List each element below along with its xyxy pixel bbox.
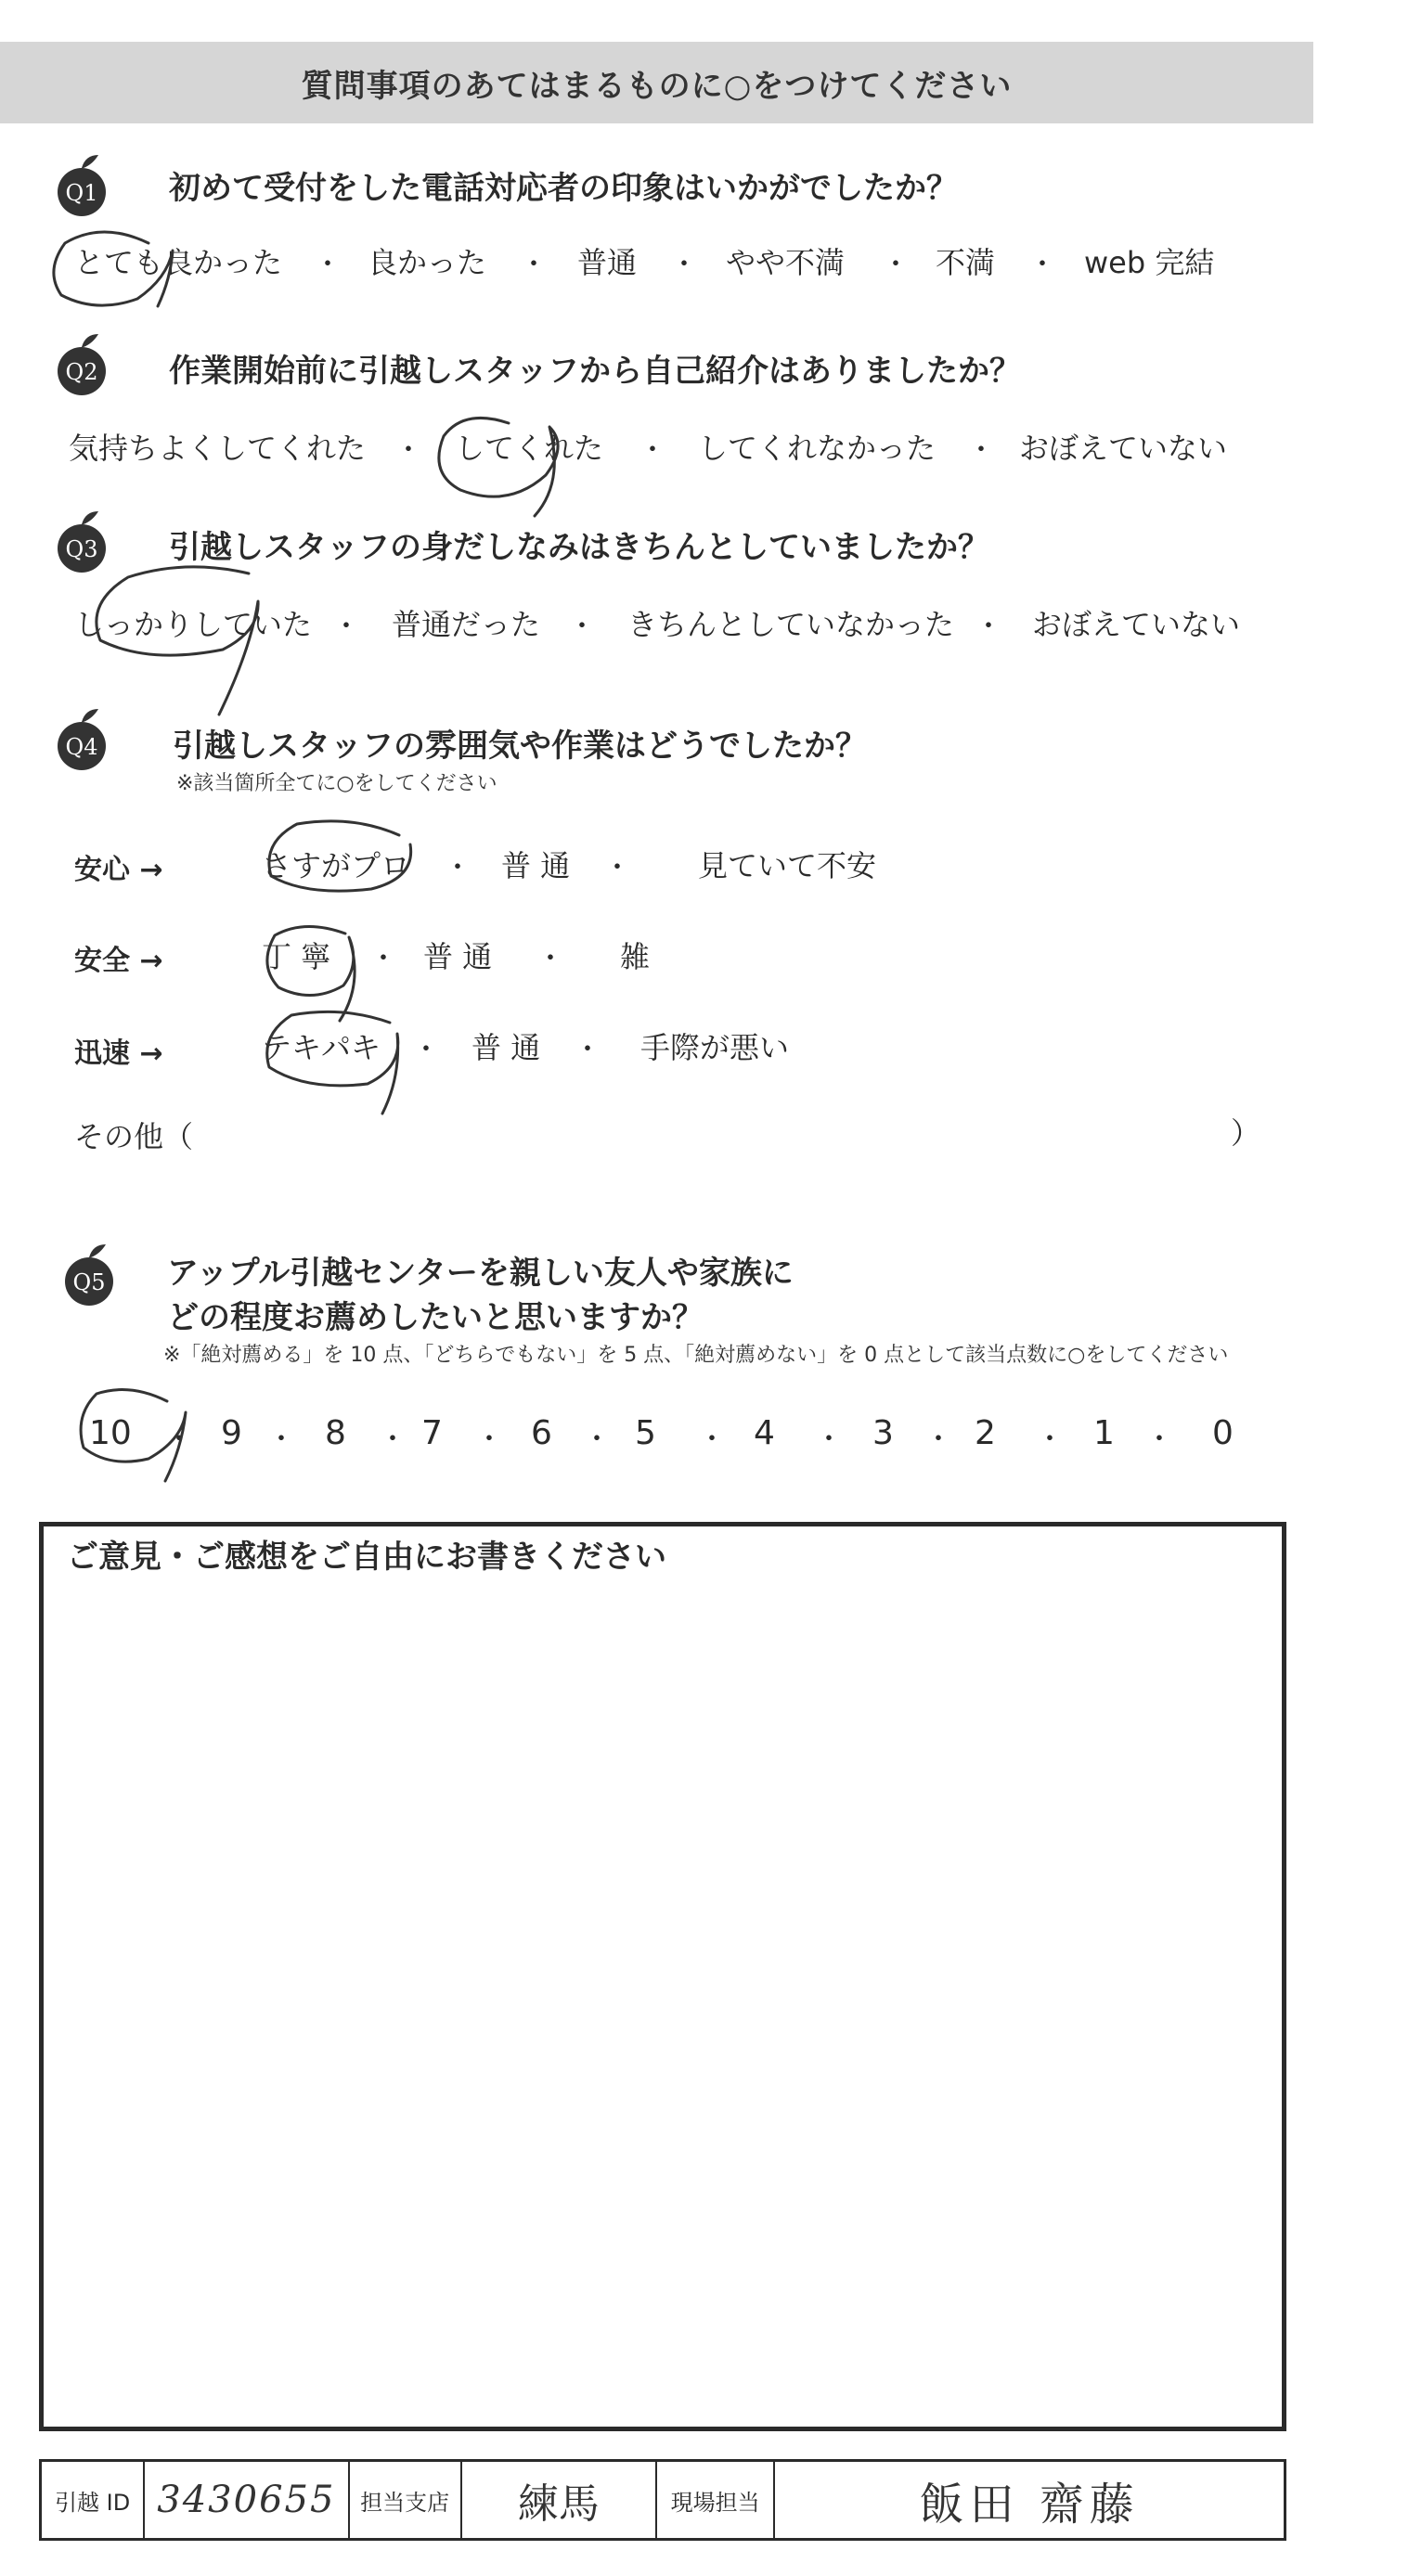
q4-other-close: ） — [1231, 1115, 1261, 1151]
separator: ・ — [975, 611, 1002, 643]
q1-answer-circle — [54, 232, 173, 306]
q1-option-2[interactable]: 良かった — [368, 245, 487, 280]
scale-9[interactable]: 9 — [221, 1414, 242, 1452]
q2-question: 作業開始前に引越しスタッフから自己紹介はありましたか？ — [169, 353, 1021, 390]
q1-option-5[interactable]: 不満 — [936, 245, 996, 280]
q1-option-3[interactable]: 普通 — [577, 245, 638, 280]
q4-anshin-answer-circle — [269, 821, 411, 891]
q5-answer-circle — [81, 1390, 186, 1482]
q2-badge-label: Q2 — [65, 359, 98, 385]
q1-question: 初めて受付をした電話対応者の印象はいかがでしたか？ — [169, 170, 958, 207]
separator: ・ — [394, 434, 422, 467]
separator: ・ — [967, 434, 995, 467]
q3-option-1[interactable]: しっかりしていた — [74, 607, 313, 642]
separator: ・ — [574, 1034, 601, 1066]
separator: ・ — [369, 943, 397, 975]
separator: ・ — [332, 611, 360, 643]
scale-10[interactable]: 10 — [89, 1414, 132, 1452]
separator: ・ — [698, 1423, 726, 1456]
q4-anzen-answer-circle — [267, 926, 355, 1021]
separator: ・ — [379, 1423, 407, 1456]
branch-label: 担当支店 — [350, 2462, 462, 2538]
q4-row-label-anzen: 安全 → — [74, 945, 163, 977]
separator: ・ — [583, 1423, 611, 1456]
separator: ・ — [815, 1423, 843, 1456]
comments-label: ご意見・ご感想をご自由にお書きください — [67, 1539, 666, 1576]
q3-option-3[interactable]: きちんとしていなかった — [627, 607, 955, 642]
q3-option-2[interactable]: 普通だった — [392, 607, 541, 642]
q3-badge-label: Q3 — [65, 536, 98, 562]
q5-note: ※「絶対薦める」を 10 点、「どちらでもない」を 5 点、「絶対薦めない」を 0 点として該当点数に○をしてください — [163, 1344, 1229, 1367]
separator: ・ — [314, 249, 342, 281]
separator: ・ — [1036, 1423, 1064, 1456]
scale-8[interactable]: 8 — [325, 1414, 346, 1452]
q4-anshin-option-2[interactable]: 普 通 — [501, 848, 571, 883]
separator: ・ — [520, 249, 548, 281]
q1-badge-label: Q1 — [65, 180, 98, 206]
scale-5[interactable]: 5 — [635, 1414, 656, 1452]
q2-option-3[interactable]: してくれなかった — [698, 431, 937, 466]
staff-value: 飯田 齋藤 — [919, 2478, 1140, 2531]
q3-answer-circle — [97, 567, 258, 715]
separator: ・ — [267, 1423, 295, 1456]
separator: ・ — [1028, 249, 1056, 281]
scale-3[interactable]: 3 — [872, 1414, 894, 1452]
staff-label: 現場担当 — [657, 2462, 775, 2538]
q4-anshin-option-1[interactable]: さすがプロ — [262, 848, 411, 883]
scale-1[interactable]: 1 — [1093, 1414, 1115, 1452]
q4-anzen-option-3[interactable]: 雑 — [620, 939, 651, 974]
q5-question-line2: どの程度お薦めしたいと思いますか？ — [167, 1299, 704, 1336]
q4-anshin-option-3[interactable]: 見ていて不安 — [698, 848, 877, 883]
q4-jinsoku-option-2[interactable]: 普 通 — [471, 1030, 541, 1065]
separator: ・ — [165, 1423, 193, 1456]
separator: ・ — [1145, 1423, 1173, 1456]
q2-option-4[interactable]: おぼえていない — [1019, 431, 1228, 466]
scale-4[interactable]: 4 — [754, 1414, 775, 1452]
separator: ・ — [639, 434, 666, 467]
separator: ・ — [924, 1423, 952, 1456]
separator: ・ — [475, 1423, 503, 1456]
separator: ・ — [536, 943, 564, 975]
q3-option-4[interactable]: おぼえていない — [1032, 607, 1241, 642]
separator: ・ — [670, 249, 698, 281]
q4-anzen-option-2[interactable]: 普 通 — [423, 939, 493, 974]
separator: ・ — [568, 611, 596, 643]
q4-jinsoku-option-1[interactable]: テキパキ — [262, 1030, 381, 1065]
q4-other-label: その他（ — [74, 1119, 194, 1154]
q1-option-6[interactable]: web 完結 — [1084, 245, 1215, 280]
branch-value: 練馬 — [517, 2480, 600, 2528]
q4-row-label-jinsoku: 迅速 → — [74, 1037, 163, 1070]
q4-question: 引越しスタッフの雰囲気や作業はどうでしたか？ — [173, 728, 867, 765]
q4-row-label-anshin: 安心 → — [74, 854, 163, 886]
q2-answer-circle — [439, 418, 558, 516]
q2-option-1[interactable]: 気持ちよくしてくれた — [69, 431, 367, 466]
scale-0[interactable]: 0 — [1212, 1414, 1234, 1452]
q5-badge-label: Q5 — [72, 1269, 106, 1295]
separator: ・ — [444, 852, 471, 884]
q5-question-line1: アップル引越センターを親しい友人や家族に — [167, 1255, 794, 1292]
q4-jinsoku-option-3[interactable]: 手際が悪い — [640, 1030, 790, 1065]
q4-badge-label: Q4 — [65, 734, 98, 760]
q1-option-4[interactable]: やや不満 — [726, 245, 846, 280]
move-id-value: 3430655 — [157, 2479, 336, 2521]
move-id-label: 引越 ID — [42, 2462, 145, 2538]
page-title: 質問事項のあてはまるものに○をつけてください — [301, 67, 1013, 105]
q4-jinsoku-answer-circle — [267, 1011, 398, 1114]
q1-option-1[interactable]: とても良かった — [74, 245, 283, 280]
q4-anzen-option-1[interactable]: 丁 寧 — [262, 939, 331, 974]
scale-7[interactable]: 7 — [421, 1414, 443, 1452]
q4-note: ※該当箇所全てに○をしてください — [176, 772, 497, 795]
q2-option-2[interactable]: してくれた — [455, 431, 604, 466]
q3-question: 引越しスタッフの身だしなみはきちんとしていましたか？ — [169, 529, 989, 566]
separator: ・ — [603, 852, 631, 884]
scale-6[interactable]: 6 — [531, 1414, 552, 1452]
separator: ・ — [882, 249, 910, 281]
separator: ・ — [412, 1034, 440, 1066]
scale-2[interactable]: 2 — [975, 1414, 996, 1452]
